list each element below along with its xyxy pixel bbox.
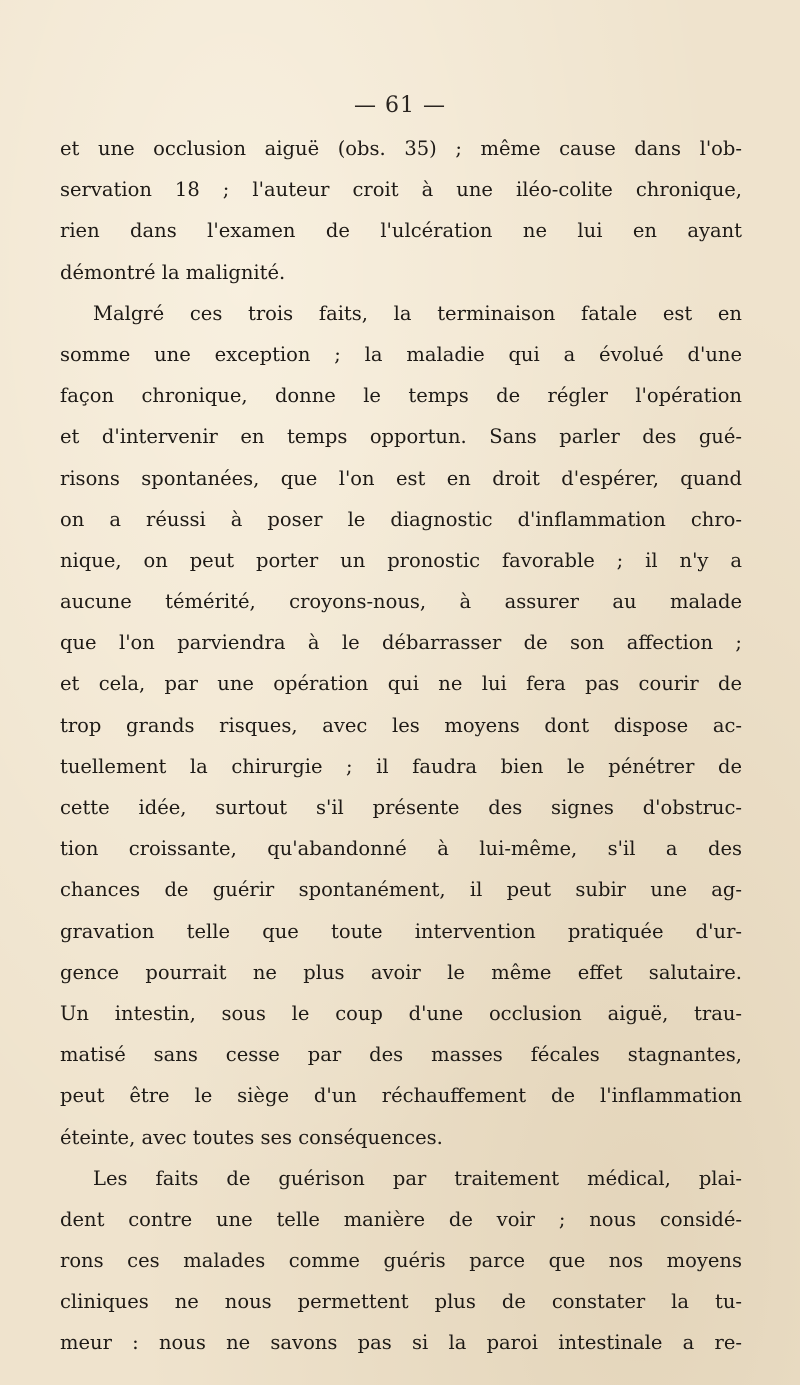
text-line: Un intestin, sous le coup d'une occlusion aiguë, trau- <box>60 1001 742 1025</box>
text-line: tion croissante, qu'abandonné à lui-même, s'il a des <box>60 837 742 861</box>
text-line: on a réussi à poser le diagnostic d'inflammation chro- <box>60 507 742 531</box>
text-line: que l'on parviendra à le débarrasser de son affection ; <box>60 631 742 655</box>
text-line: somme une exception ; la maladie qui a évolué d'une <box>60 342 742 366</box>
text-line: démontré la malignité. <box>60 260 286 284</box>
body-text <box>60 128 742 1364</box>
text-line: tuellement la chirurgie ; il faudra bien le pénétrer de <box>60 754 742 778</box>
text-line: matisé sans cesse par des masses fécales stagnantes, <box>60 1043 742 1067</box>
text-line: nique, on peut porter un pronostic favorable ; il n'y a <box>60 548 742 572</box>
text-line: éteinte, avec toutes ses conséquences. <box>60 1125 443 1149</box>
text-line: risons spontanées, que l'on est en droit d'espérer, quand <box>60 466 742 490</box>
text-line: cliniques ne nous permettent plus de constater la tu- <box>60 1290 742 1314</box>
text-line: peut être le siège d'un réchauffement de l'inflammation <box>60 1084 742 1108</box>
text-line: Les faits de guérison par traitement médical, plai- <box>93 1166 742 1190</box>
text-line: rons ces malades comme guéris parce que nos moyens <box>60 1249 742 1273</box>
text-line: chances de guérir spontanément, il peut subir une ag- <box>60 878 742 902</box>
page-number: — 61 — <box>354 93 446 118</box>
text-line: aucune témérité, croyons-nous, à assurer au malade <box>60 590 742 614</box>
text-line: et cela, par une opération qui ne lui fera pas courir de <box>60 672 742 696</box>
text-line: cette idée, surtout s'il présente des signes d'obstruc- <box>60 796 742 819</box>
text-line: et une occlusion aiguë (obs. 35) ; même cause dans l'ob- <box>60 137 742 160</box>
text-line: gravation telle que toute intervention pratiquée d'ur- <box>60 919 742 943</box>
text-line: dent contre une telle manière de voir ; nous considé- <box>60 1207 742 1231</box>
text-line: rien dans l'examen de l'ulcération ne lui en ayant <box>60 219 742 243</box>
text-line: servation 18 ; l'auteur croit à une iléo-colite chronique, <box>60 178 742 202</box>
text-line: meur : nous ne savons pas si la paroi intestinale a re- <box>60 1331 742 1355</box>
text-line: trop grands risques, avec les moyens dont dispose ac- <box>60 713 742 737</box>
text-line: et d'intervenir en temps opportun. Sans parler des gué- <box>60 425 742 449</box>
text-line: façon chronique, donne le temps de régler l'opération <box>60 384 742 408</box>
text-line: Malgré ces trois faits, la terminaison fatale est en <box>93 301 742 325</box>
text-line: gence pourrait ne plus avoir le même effet salutaire. <box>60 960 742 984</box>
